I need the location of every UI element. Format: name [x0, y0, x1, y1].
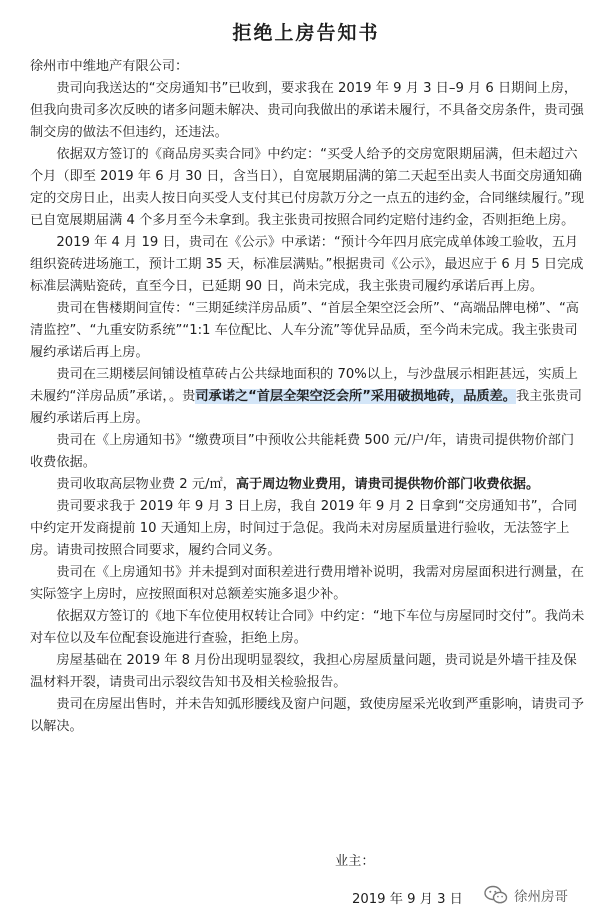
paragraph-9: 贵司在《上房通知书》并未提到对面积差进行费用增补说明，我需对房屋面积进行测量，在实际签字上房时，应按照面积对总额差实施多退少补。	[30, 565, 584, 602]
watermark	[484, 880, 568, 910]
paragraph-5: 贵司在三期楼层间铺设植草砖占公共绿地面积的 70%以上，与沙盘展示相距甚远，实质上未履约“洋房品质”承诺，。贵司承诺之“首层全架空泛会所”采用破损地砖，品质差。我主张贵司履约承诺后再上房。	[30, 367, 582, 426]
paragraph-12: 贵司在房屋出售时，并未告知弧形腰线及窗户问题，致使房屋采光收到严重影响，请贵司予以解决。	[30, 697, 584, 734]
addressee: 徐州市中维地产有限公司：	[30, 59, 189, 74]
paragraph-2: 依据双方签订的《商品房买卖合同》中约定：“买受人给予的交房宽限期届满，但未超过六个月（即至 2019 年 6 月 30 日，含当日），自宽展期届满的第二天起至出卖人书面交房通知确定的交房日止，出卖人按日向买受人支付其已付房款万分之一点五的违约金，合同继续履行。”现已自宽展期届满 4 个多月至今未拿到。我主张贵司按照合同约定赔付违约金，否则拒绝上房。	[30, 147, 585, 228]
watermark-text: 徐州房哥	[514, 889, 568, 905]
paragraph-4: 贵司在售楼期间宣传：“三期延续洋房品质”、“首层全架空泛会所”、“高端品牌电梯”、“高清监控”、“九重安防系统”“1:1 车位配比、人车分流”等优异品质，至今尚未完成。我主张贵司履约承诺后再上房。	[30, 301, 579, 360]
paragraph-8: 贵司要求我于 2019 年 9 月 3 日上房，我自 2019 年 9 月 2 日拿到“交房通知书”，合同中约定开发商提前 10 天通知上房，时间过于急促。我尚未对房屋质量进行验收，无法签字上房。请贵司按照合同要求，履约合同义务。	[30, 499, 578, 558]
bold-text: 高于周边物业费用，请贵司提供物价部门收费依据。	[235, 477, 540, 492]
paragraph-11: 房屋基础在 2019 年 8 月份出现明显裂纹，我担心房屋质量问题，贵司说是外墙干挂及保温材料开裂，请贵司出示裂纹告知书及相关检验报告。	[30, 653, 577, 690]
paragraph-6: 贵司在《上房通知书》“缴费项目”中预收公共能耗费 500 元/户/年，请贵司提供物价部门收费依据。	[30, 433, 575, 470]
paragraph-1: 贵司向我送达的“交房通知书”已收到，要求我在 2019 年 9 月 3 日–9 月 6 日期间上房，但我向贵司多次反映的诸多问题未解决、贵司向我做出的承诺未履行，不具备交房条件，贵司强制交房的做法不但违约，还违法。	[30, 81, 584, 140]
paragraph-7: 贵司收取高层物业费 2 元/㎡，高于周边物业费用，请贵司提供物价部门收费依据。	[56, 477, 540, 492]
highlighted-selection: 司承诺之“首层全架空泛会所”采用破损地砖，品质差。	[195, 389, 516, 404]
signature-label: 业主：	[335, 854, 375, 869]
paragraph-10: 依据双方签订的《地下车位使用权转让合同》中约定：“地下车位与房屋同时交付”。我尚未对车位以及车位配套设施进行查验，拒绝上房。	[30, 609, 585, 646]
document-body	[30, 56, 586, 738]
wechat-icon	[484, 885, 508, 905]
document-date: 2019 年 9 月 3 日	[352, 892, 463, 907]
document-title: 拒绝上房告知书	[232, 22, 380, 44]
paragraph-3: 2019 年 4 月 19 日，贵司在《公示》中承诺：“预计今年四月底完成单体竣工验收，五月组织瓷砖进场施工，预计工期 35 天，标准层满贴。”根据贵司《公示》，最迟应于 6 月 5 日完成标准层满贴瓷砖，直至今日，已延期 90 日，尚未完成，我主张贵司履约承诺后再上房。	[30, 235, 584, 294]
